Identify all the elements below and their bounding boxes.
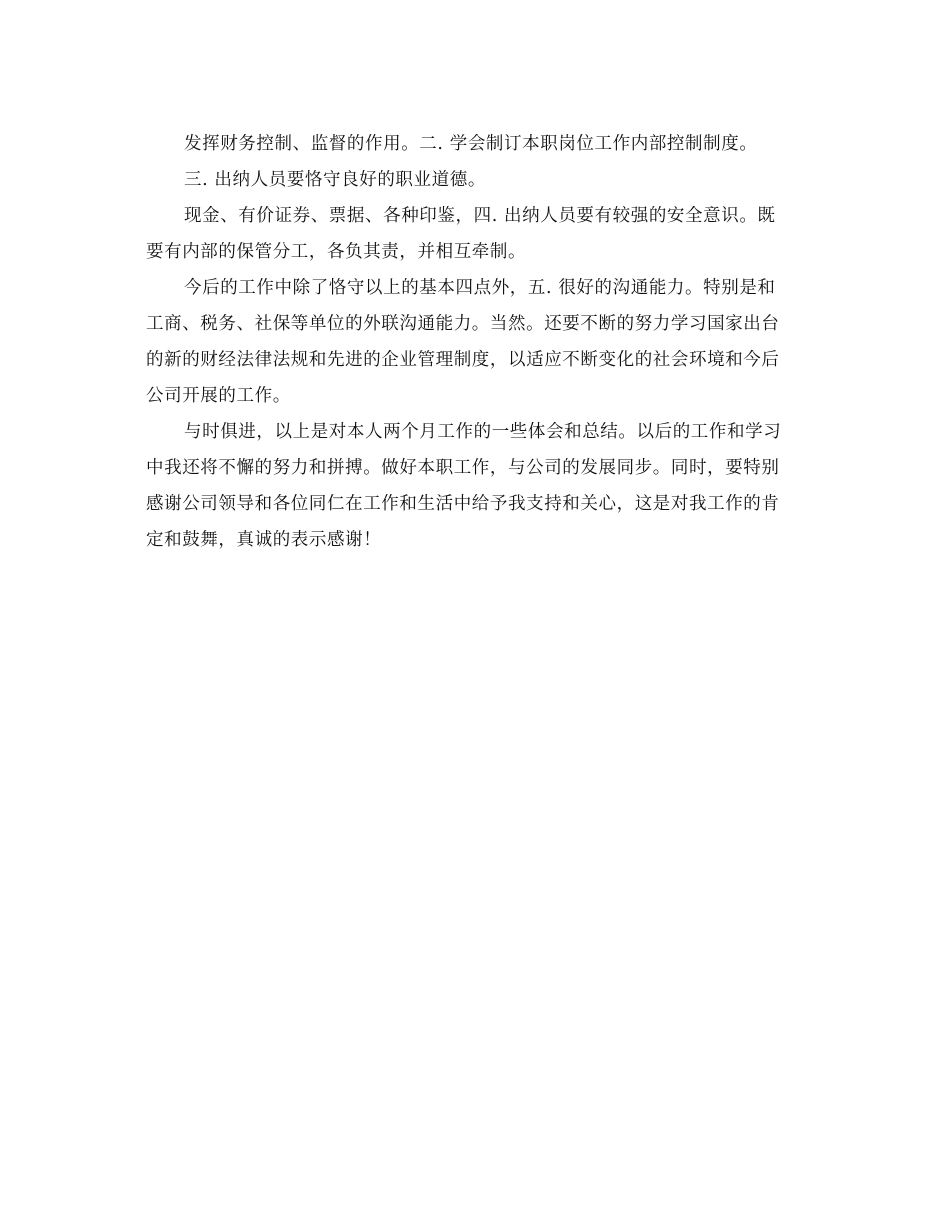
paragraph-line: 要有内部的保管分工，各负其责，并相互牵制。 xyxy=(146,242,527,262)
paragraph-1 xyxy=(146,126,802,162)
paragraph-line: 中我还将不懈的努力和拼搏。做好本职工作，与公司的发展同步。同时，要特别 xyxy=(146,458,780,478)
paragraph-3 xyxy=(146,198,802,270)
paragraph-4 xyxy=(146,270,802,414)
paragraph-line: 公司开展的工作。 xyxy=(146,386,291,406)
paragraph-line: 三. 出纳人员要恪守良好的职业道德。 xyxy=(184,170,486,190)
paragraph-line: 现金、有价证券、票据、各种印鉴，四. 出纳人员要有较强的安全意识。既 xyxy=(184,206,776,226)
document-body xyxy=(146,126,802,558)
paragraph-line: 今后的工作中除了恪守以上的基本四点外，五. 很好的沟通能力。特别是和 xyxy=(184,278,776,298)
paragraph-2 xyxy=(146,162,802,198)
paragraph-5 xyxy=(146,414,802,558)
paragraph-line: 的新的财经法律法规和先进的企业管理制度，以适应不断变化的社会环境和今后 xyxy=(146,350,780,370)
paragraph-line: 定和鼓舞，真诚的表示感谢！ xyxy=(146,530,382,550)
paragraph-line: 感谢公司领导和各位同仁在工作和生活中给予我支持和关心，这是对我工作的肯 xyxy=(146,494,780,514)
paragraph-line: 发挥财务控制、监督的作用。二. 学会制订本职岗位工作内部控制制度。 xyxy=(184,134,758,154)
paragraph-line: 与时俱进，以上是对本人两个月工作的一些体会和总结。以后的工作和学习 xyxy=(184,422,782,442)
paragraph-line: 工商、税务、社保等单位的外联沟通能力。当然。还要不断的努力学习国家出台 xyxy=(146,314,780,334)
